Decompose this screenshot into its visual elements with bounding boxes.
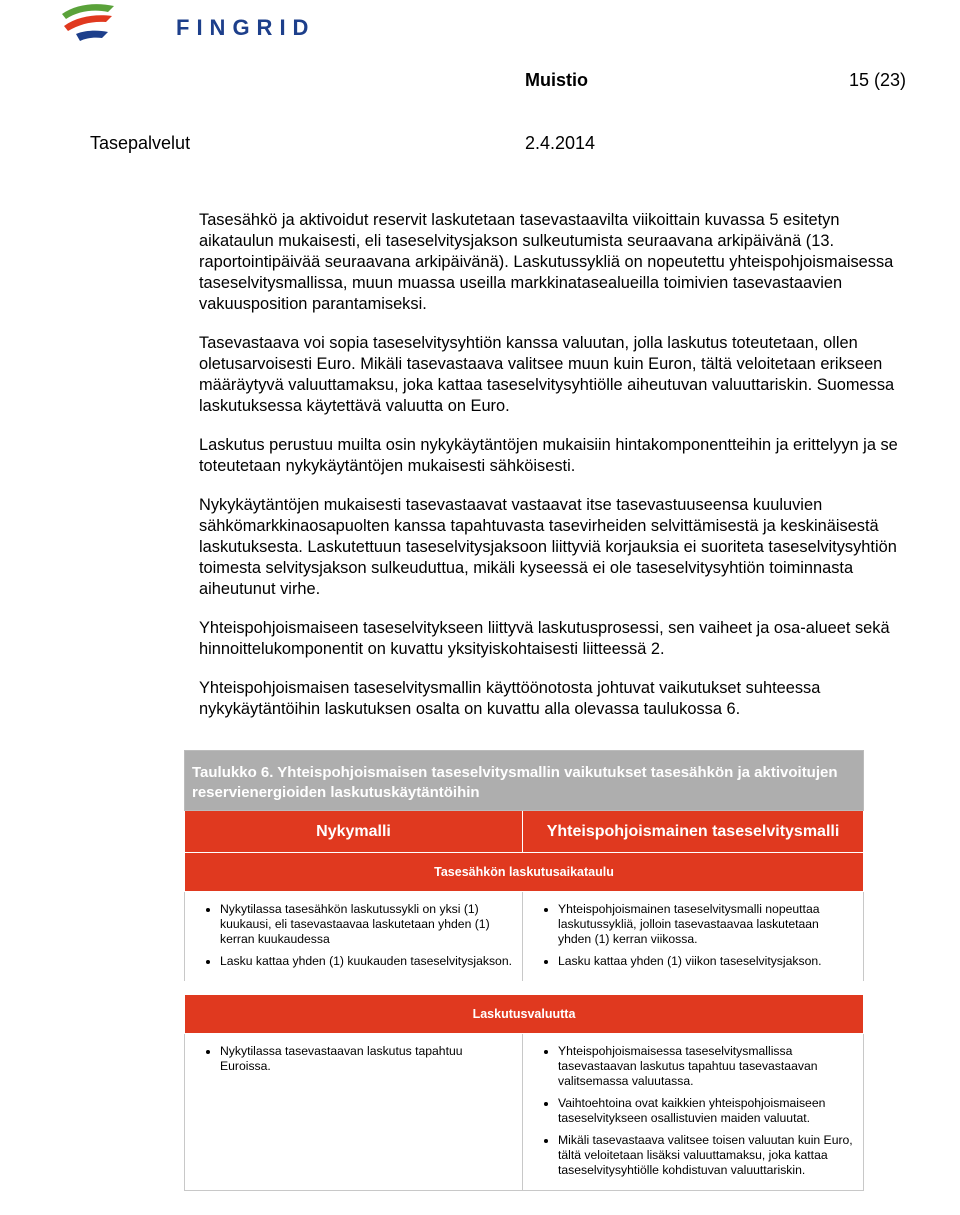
paragraph: Yhteispohjoismaiseen taseselvitykseen liittyvä laskutusprosessi, sen vaiheet ja osa-alueet sekä hinnoittelukomponentit on kuvattu yksityiskohtaisesti liitteessä 2. (199, 619, 890, 658)
document-date: 2.4.2014 (525, 133, 596, 153)
paragraph: Tasevastaava voi sopia taseselvitysyhtiön kanssa valuutan, jolla laskutus toteutetaan, ollen oletusarvoisesti Euro. Mikäli tasevastaava valitsee muun kuin Euron, tältä veloitetaan erikseen määräytyvä valuuttamaksu, joka kattaa taseselvitysyhtiölle aiheutuvan valuuttariskin. Suomessa laskutuksessa käytettävä valuutta on Euro. (199, 334, 895, 415)
nordic-model-cell (523, 892, 864, 989)
page-number: 15 (23) (849, 70, 907, 90)
department: Tasepalvelut (90, 133, 191, 153)
list-item: • Lasku kattaa yhden (1) viikon taseselvitysjakson. (558, 954, 855, 969)
table-caption: Taulukko 6. Yhteispohjoismaisen taseselvitysmallin vaikutukset tasesähkön ja aktivoitujen reservienergioiden laskutuskäytäntöihin (185, 751, 864, 811)
body-text (199, 210, 911, 738)
fingrid-logo-mark (58, 0, 118, 48)
fingrid-logo (58, 0, 316, 50)
list-item: • Yhteispohjoismaisessa taseselvitysmallissa tasevastaavan laskutus tapahtuu tasevastaavan valitsemassa valuutassa. (558, 1044, 855, 1089)
nordic-model-cell (523, 1034, 864, 1191)
paragraph: Laskutus perustuu muilta osin nykykäytäntöjen mukaisiin hintakomponentteihin ja erittelyyn ja se toteutetaan nykykäytäntöjen mukaisesti sähköisesti. (199, 436, 898, 475)
bullet-list (531, 1044, 855, 1178)
bullet-list (193, 902, 514, 969)
section-header: Laskutusvaluutta (185, 988, 864, 1034)
column-header-nordic: Yhteispohjoismainen taseselvitysmalli (523, 811, 864, 853)
current-model-cell (185, 1034, 523, 1191)
paragraph: Nykykäytäntöjen mukaisesti tasevastaavat vastaavat itse tasevastuuseensa kuuluvien sähkömarkkinaosapuolten kanssa tapahtuvasta tasevirheiden selvittämisestä ja keskinäisestä laskutuksesta. Laskutettuun taseselvitysjaksoon liittyviä korjauksia ei suoriteta taseselvitysyhtiön toimesta selvitysjakson sulkeuduttua, mikäli kyseessä ei ole taseselvitysyhtiön toiminnasta aiheutunut virhe. (199, 496, 897, 598)
comparison-table (184, 750, 864, 1191)
paragraph: Tasesähkö ja aktivoidut reservit laskutetaan tasevastaavilta viikoittain kuvassa 5 esitetyn aikataulun mukaisesti, eli taseselvitysjakson sulkeutumista seuraavana arkipäivänä (13. raportointipäivää seuraavana arkipäivänä). Laskutussykliä on nopeutettu yhteispohjoismaisessa taseselvitysmallissa, muun muassa useilla markkinatasealueilla toimivien tasevastaavien vakuusposition parantamiseksi. (199, 211, 894, 313)
column-header-current: Nykymalli (185, 811, 523, 853)
list-item: • Yhteispohjoismainen taseselvitysmalli nopeuttaa laskutussykliä, jolloin tasevastaavaa laskutetaan yhden (1) kerran viikossa. (558, 902, 855, 947)
list-item: • Vaihtoehtoina ovat kaikkien yhteispohjoismaiseen taseselvitykseen osallistuvien maiden valuutat. (558, 1096, 855, 1126)
list-item: • Lasku kattaa yhden (1) kuukauden taseselvitysjakson. (220, 954, 514, 969)
section-header: Tasesähkön laskutusaikataulu (185, 853, 864, 892)
list-item: • Mikäli tasevastaava valitsee toisen valuutan kuin Euro, tältä veloitetaan lisäksi valuuttamaksu, joka kattaa taseselvitysyhtiölle kohdistuvan valuuttariskin. (558, 1133, 855, 1178)
current-model-cell (185, 892, 523, 989)
document-type: Muistio (525, 70, 588, 90)
bullet-list (193, 1044, 514, 1074)
paragraph: Yhteispohjoismaisen taseselvitysmallin käyttöönotosta johtuvat vaikutukset suhteessa nykykäytäntöihin laskutuksen osalta on kuvattu alla olevassa taulukossa 6. (199, 679, 821, 718)
bullet-list (531, 902, 855, 969)
logo-wordmark: FINGRID (176, 15, 316, 40)
list-item: • Nykytilassa tasevastaavan laskutus tapahtuu Euroissa. (220, 1044, 514, 1074)
list-item: • Nykytilassa tasesähkön laskutussykli on yksi (1) kuukausi, eli tasevastaavaa laskutetaan yhden (1) kerran kuukaudessa (220, 902, 514, 947)
